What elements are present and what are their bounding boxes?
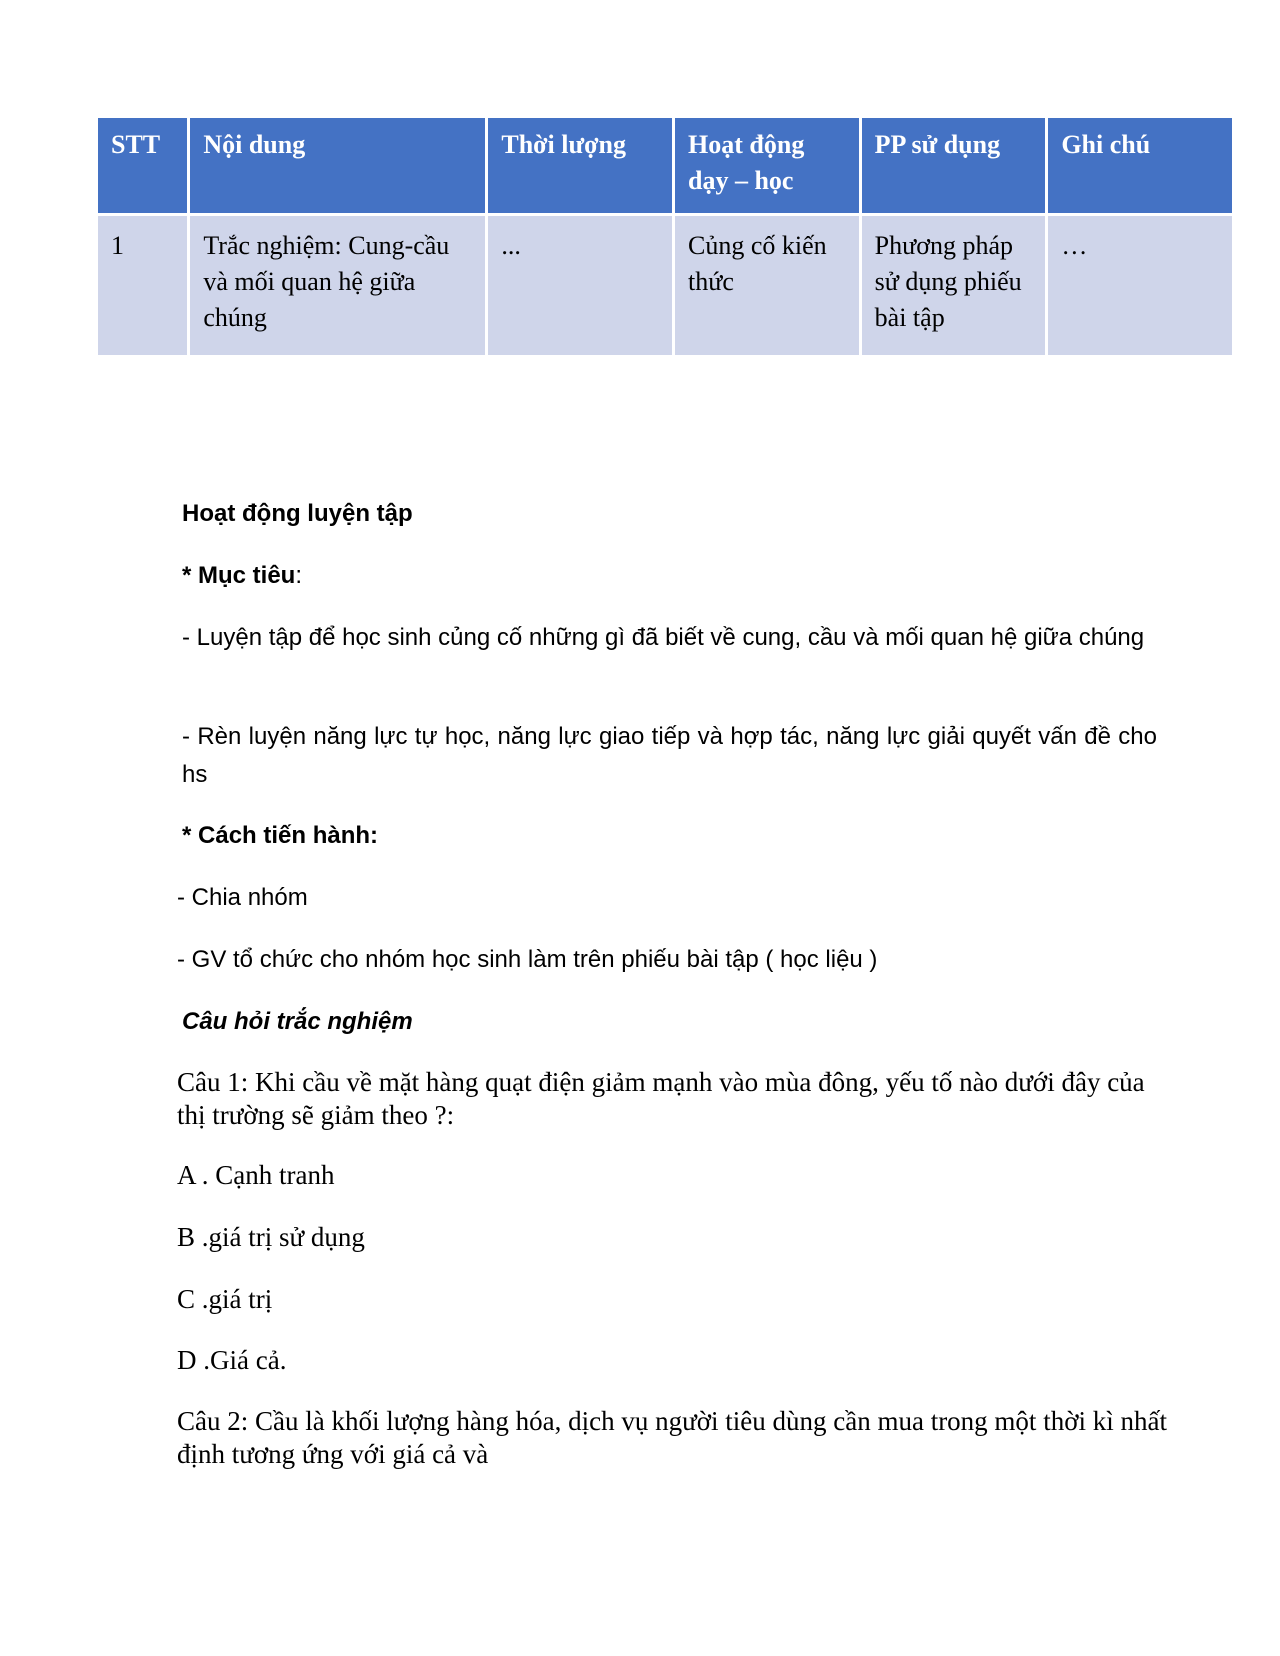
procedure-item: - GV tổ chức cho nhóm học sinh làm trên phiếu bài tập ( học liệu ) [177,946,878,973]
cell-duration: ... [488,216,672,355]
procedure-heading: * Cách tiến hành: [182,822,379,849]
procedure-item: - Chia nhóm [177,884,308,911]
cell-method: Phương pháp sử dụng phiếu bài tập [862,216,1046,355]
question-text: Câu 1: Khi cầu về mặt hàng quạt điện giảm mạnh vào mùa đông, yếu tố nào dưới đây của thị trường sẽ giảm theo ?: [177,1067,1145,1130]
lesson-plan-table [95,115,1235,358]
objective-colon: : [295,562,303,589]
objective-heading [182,557,302,595]
quiz-title: Câu hỏi trắc nghiệm [182,1008,413,1035]
section-title: Hoạt động luyện tập [182,500,413,527]
answer-option: B .giá trị sử dụng [177,1222,365,1252]
header-content: Nội dung [190,118,485,213]
question-text: Câu 2: Cầu là khối lượng hàng hóa, dịch vụ người tiêu dùng cần mua trong một thời kì nhất định tương ứng với giá cả và [177,1406,1167,1469]
objective-item: - Luyện tập để học sinh củng cố những gì đã biết về cung, cầu và mối quan hệ giữa chúng [182,624,1145,651]
cell-note: … [1048,216,1232,355]
header-duration: Thời lượng [488,118,672,213]
table-row [98,216,1232,355]
answer-option: A . Cạnh tranh [177,1160,335,1190]
table-header-row [98,118,1232,213]
header-method: PP sử dụng [862,118,1046,213]
cell-activity: Củng cố kiến thức [675,216,859,355]
header-stt: STT [98,118,187,213]
cell-stt: 1 [98,216,187,355]
objective-item: - Rèn luyện năng lực tự học, năng lực giao tiếp và hợp tác, năng lực giải quyết vấn đề cho hs [182,723,1157,788]
header-note: Ghi chú [1048,118,1232,213]
header-activity: Hoạt động dạy – học [675,118,859,213]
objective-label: * Mục tiêu [182,562,296,589]
cell-content: Trắc nghiệm: Cung-cầu và mối quan hệ giữa chúng [190,216,485,355]
answer-option: D .Giá cả. [177,1345,287,1375]
answer-option: C .giá trị [177,1284,273,1314]
